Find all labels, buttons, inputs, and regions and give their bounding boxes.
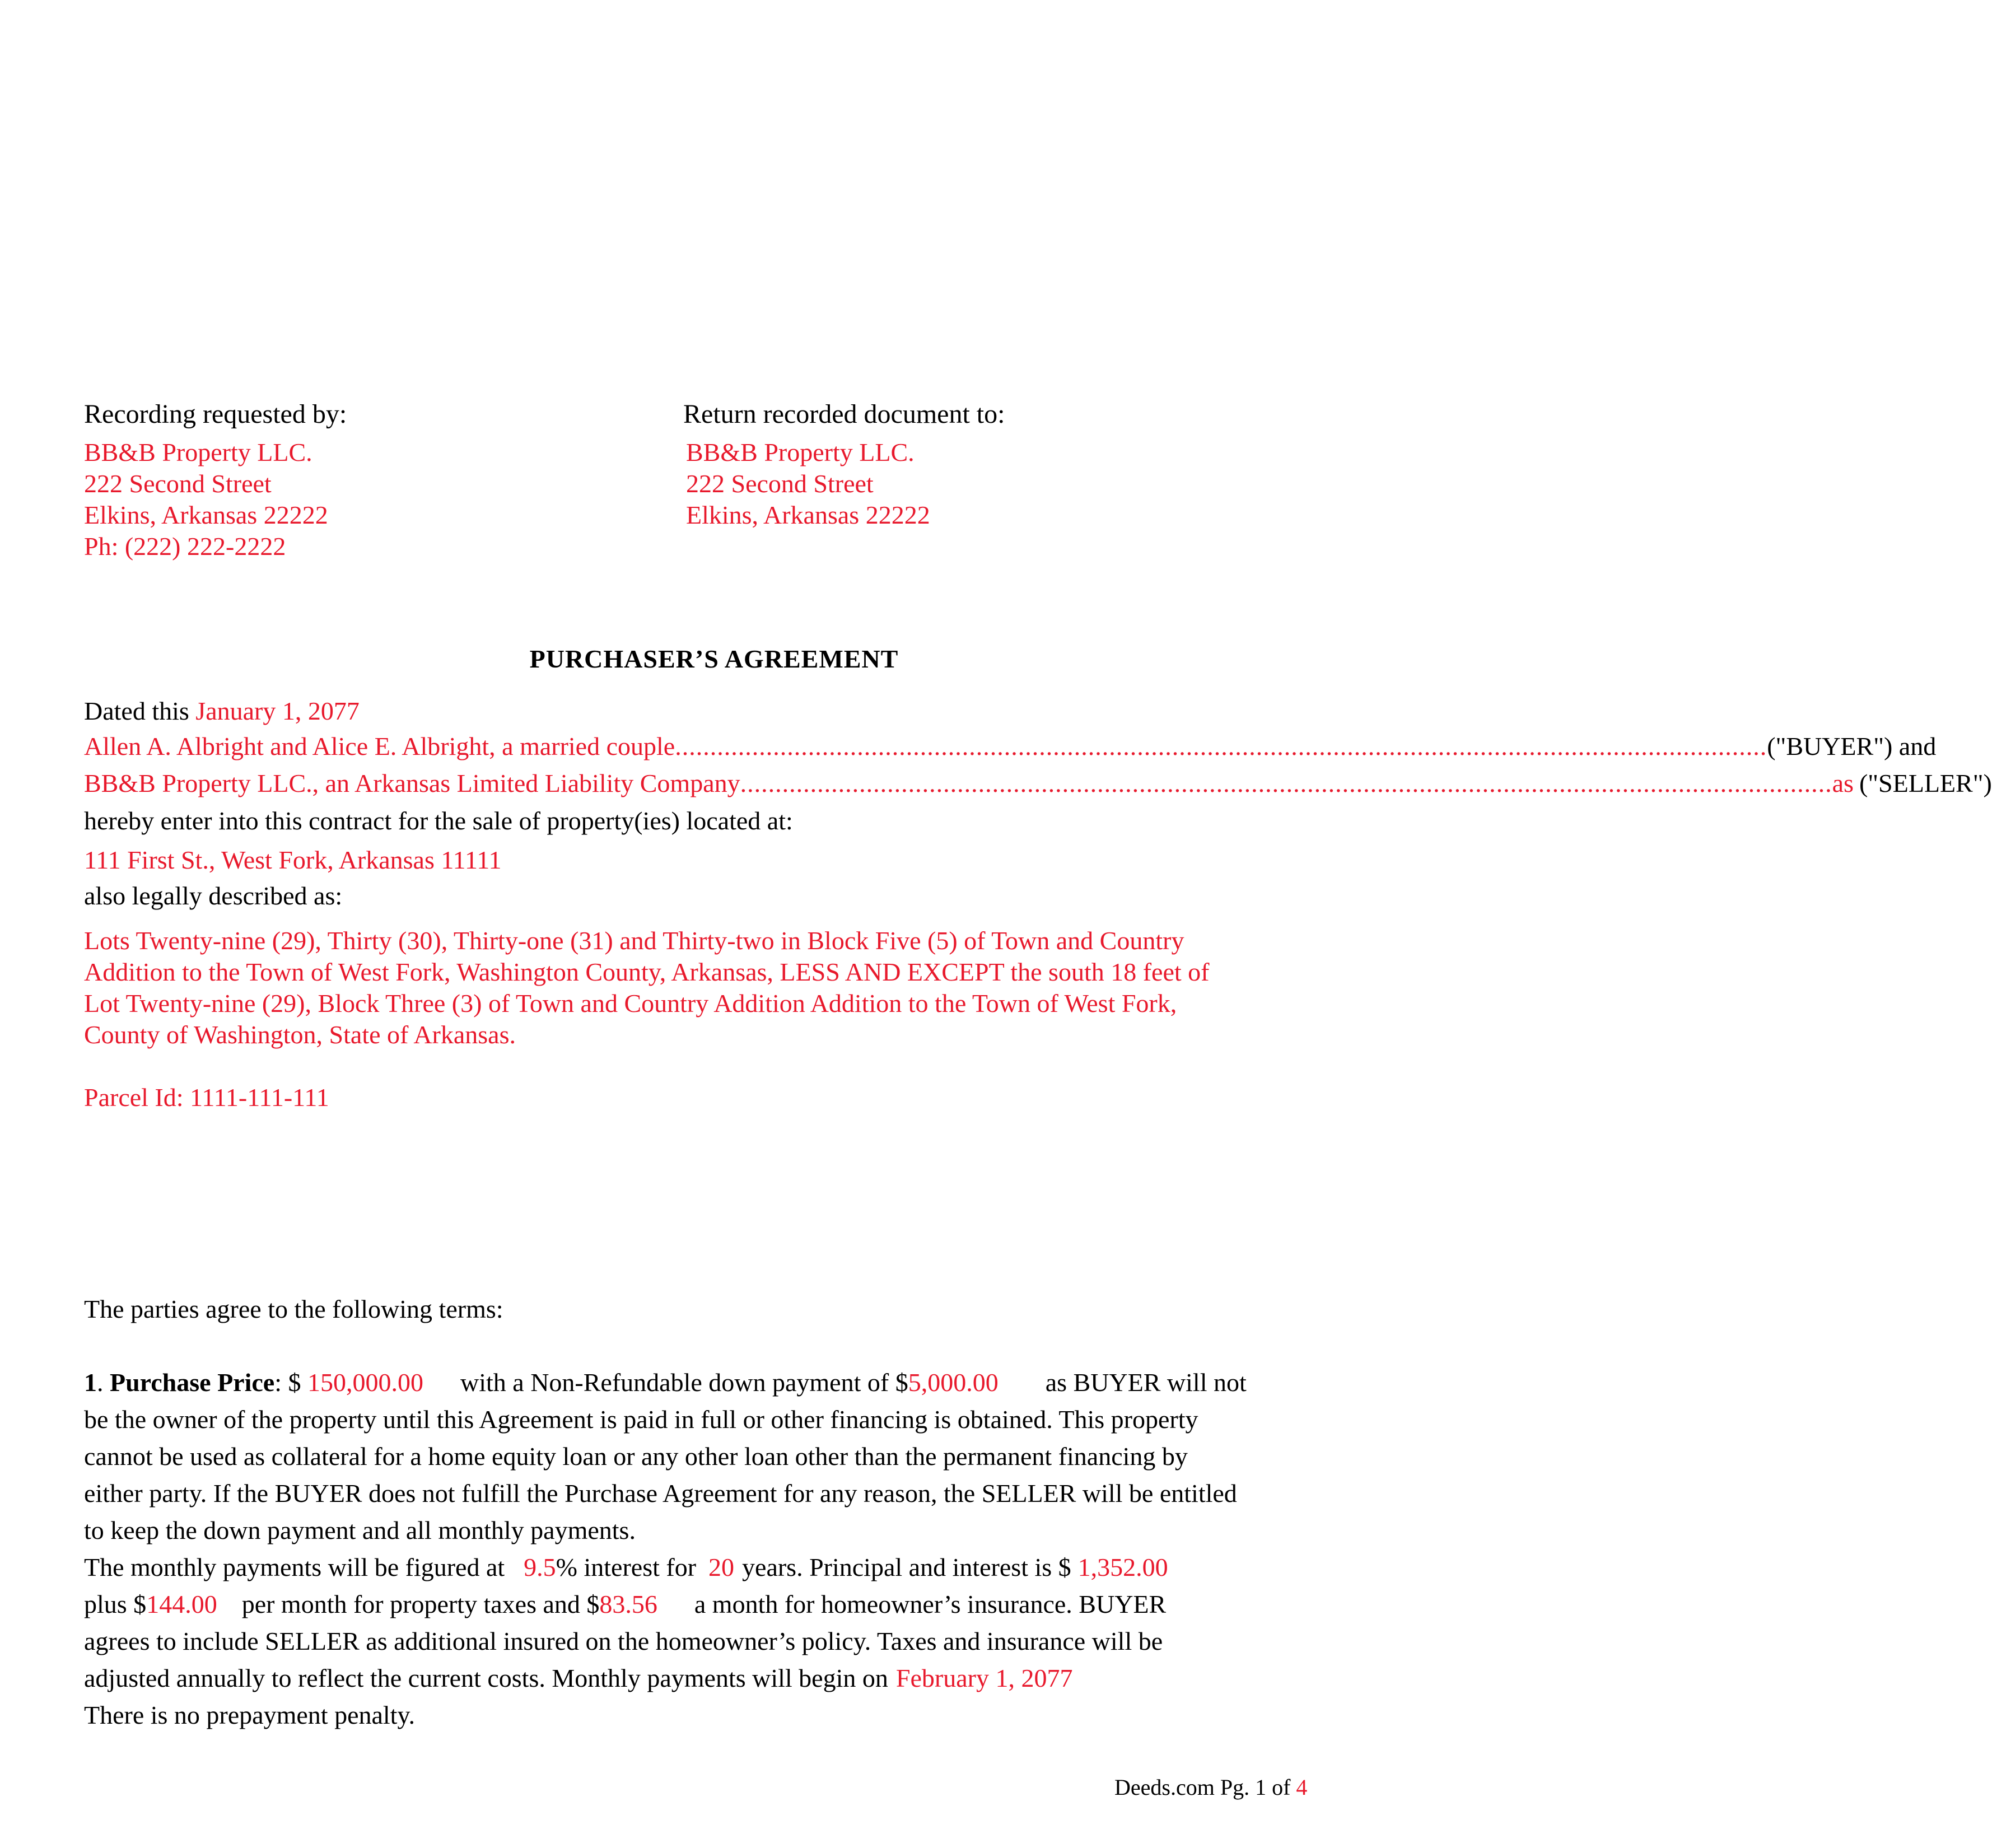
legal-line: Addition to the Town of West Fork, Washington County, Arkansas, LESS AND EXCEPT the south 18 feet of <box>84 958 1210 986</box>
legal-line: Lot Twenty-nine (29), Block Three (3) of Town and Country Addition Addition to the Town of West Fork, <box>84 989 1177 1018</box>
no-prepayment-penalty: There is no prepayment penalty. <box>84 1701 415 1729</box>
seller-line <box>84 768 1992 802</box>
recording-line: BB&B Property LLC. <box>84 438 312 466</box>
seller-leader-dots: ............................................................................................................................................................ <box>740 769 1832 797</box>
term-number-dot: . <box>97 1368 104 1397</box>
down-payment-text: with a Non-Refundable down payment of $ <box>460 1368 908 1397</box>
interest-rate: 9.5 <box>524 1553 556 1581</box>
document-title: PURCHASER’S AGREEMENT <box>529 645 899 673</box>
footer-total-pages: 4 <box>1296 1775 1308 1800</box>
term-colon-dollar: : $ <box>274 1368 301 1397</box>
insurance-text: a month for homeowner’s insurance. BUYER <box>694 1590 1167 1618</box>
buyer-leader-dots: ............................................................................................................................................................ <box>675 732 1767 760</box>
return-line: 222 Second Street <box>686 469 874 498</box>
term-text-line: to keep the down payment and all monthly payments. <box>84 1516 636 1544</box>
return-line: Elkins, Arkansas 22222 <box>686 501 930 529</box>
page-footer <box>1114 1774 1307 1800</box>
principal-interest-amount: 1,352.00 <box>1077 1553 1168 1581</box>
seller-suffix: ("SELLER") <box>1859 769 1992 797</box>
monthly-text: The monthly payments will be figured at <box>84 1553 505 1581</box>
recording-line: 222 Second Street <box>84 469 272 498</box>
term-text-line: cannot be used as collateral for a home equity loan or any other loan other than the permanent financing by <box>84 1442 1188 1471</box>
property-taxes-amount: 144.00 <box>146 1590 217 1618</box>
agreement-date: January 1, 2077 <box>195 697 360 725</box>
property-address: 111 First St., West Fork, Arkansas 11111 <box>84 846 502 874</box>
buyer-name: Allen A. Albright and Alice E. Albright, a married couple <box>84 732 675 760</box>
term-title: Purchase Price <box>110 1368 275 1397</box>
buyer-suffix: ("BUYER") and <box>1767 732 1937 760</box>
footer-site: Deeds.com Pg. 1 of <box>1114 1775 1291 1800</box>
term-years: 20 <box>708 1553 735 1581</box>
term-text-line: either party. If the BUYER does not fulfill the Purchase Agreement for any reason, the SELLER will be entitled <box>84 1479 1237 1508</box>
dated-label: Dated this <box>84 697 189 725</box>
term-1-purchase-price <box>84 1364 1247 1734</box>
property-intro: hereby enter into this contract for the sale of property(ies) located at: <box>84 806 793 835</box>
line1-tail: as BUYER will not <box>1045 1368 1247 1397</box>
insurance-amount: 83.56 <box>599 1590 657 1618</box>
percent-text: % interest for <box>556 1553 697 1581</box>
term-text-line: be the owner of the property until this Agreement is paid in full or other financing is obtained. This property <box>84 1405 1198 1434</box>
plus-text: plus $ <box>84 1590 147 1618</box>
return-to-address <box>686 437 930 531</box>
down-payment: 5,000.00 <box>908 1368 999 1397</box>
recording-line: Elkins, Arkansas 22222 <box>84 501 328 529</box>
return-to-label: Return recorded document to: <box>683 399 1005 429</box>
legal-description-label: also legally described as: <box>84 881 343 910</box>
start-date-line <box>84 1660 1247 1697</box>
seller-as: as <box>1832 769 1854 797</box>
seller-name: BB&B Property LLC., an Arkansas Limited Liability Company <box>84 769 740 797</box>
parcel-id: Parcel Id: 1111-111-111 <box>84 1083 329 1112</box>
return-line: BB&B Property LLC. <box>686 438 915 466</box>
dated-line <box>84 696 360 727</box>
term-text-line: agrees to include SELLER as additional insured on the homeowner’s policy. Taxes and insurance will be <box>84 1627 1163 1655</box>
terms-intro: The parties agree to the following terms: <box>84 1295 503 1323</box>
term-number: 1 <box>84 1368 97 1397</box>
purchase-price: 150,000.00 <box>307 1368 423 1397</box>
monthly-payment-line <box>84 1549 1247 1586</box>
buyer-line <box>84 731 1937 765</box>
adjusted-text: adjusted annually to reflect the current costs. Monthly payments will begin on <box>84 1664 888 1692</box>
legal-description <box>84 925 1338 1051</box>
payments-start-date: February 1, 2077 <box>895 1664 1073 1692</box>
legal-line: Lots Twenty-nine (29), Thirty (30), Thirty-one (31) and Thirty-two in Block Five (5) of Town and Country <box>84 926 1184 955</box>
legal-line: County of Washington, State of Arkansas. <box>84 1020 516 1049</box>
term-1-line-1 <box>84 1364 1247 1401</box>
taxes-insurance-line <box>84 1586 1247 1623</box>
years-text: years. Principal and interest is $ <box>742 1553 1071 1581</box>
recording-requested-address <box>84 437 328 562</box>
taxes-text: per month for property taxes and $ <box>241 1590 600 1618</box>
recording-line: Ph: (222) 222-2222 <box>84 532 286 561</box>
recording-requested-label: Recording requested by: <box>84 399 347 429</box>
